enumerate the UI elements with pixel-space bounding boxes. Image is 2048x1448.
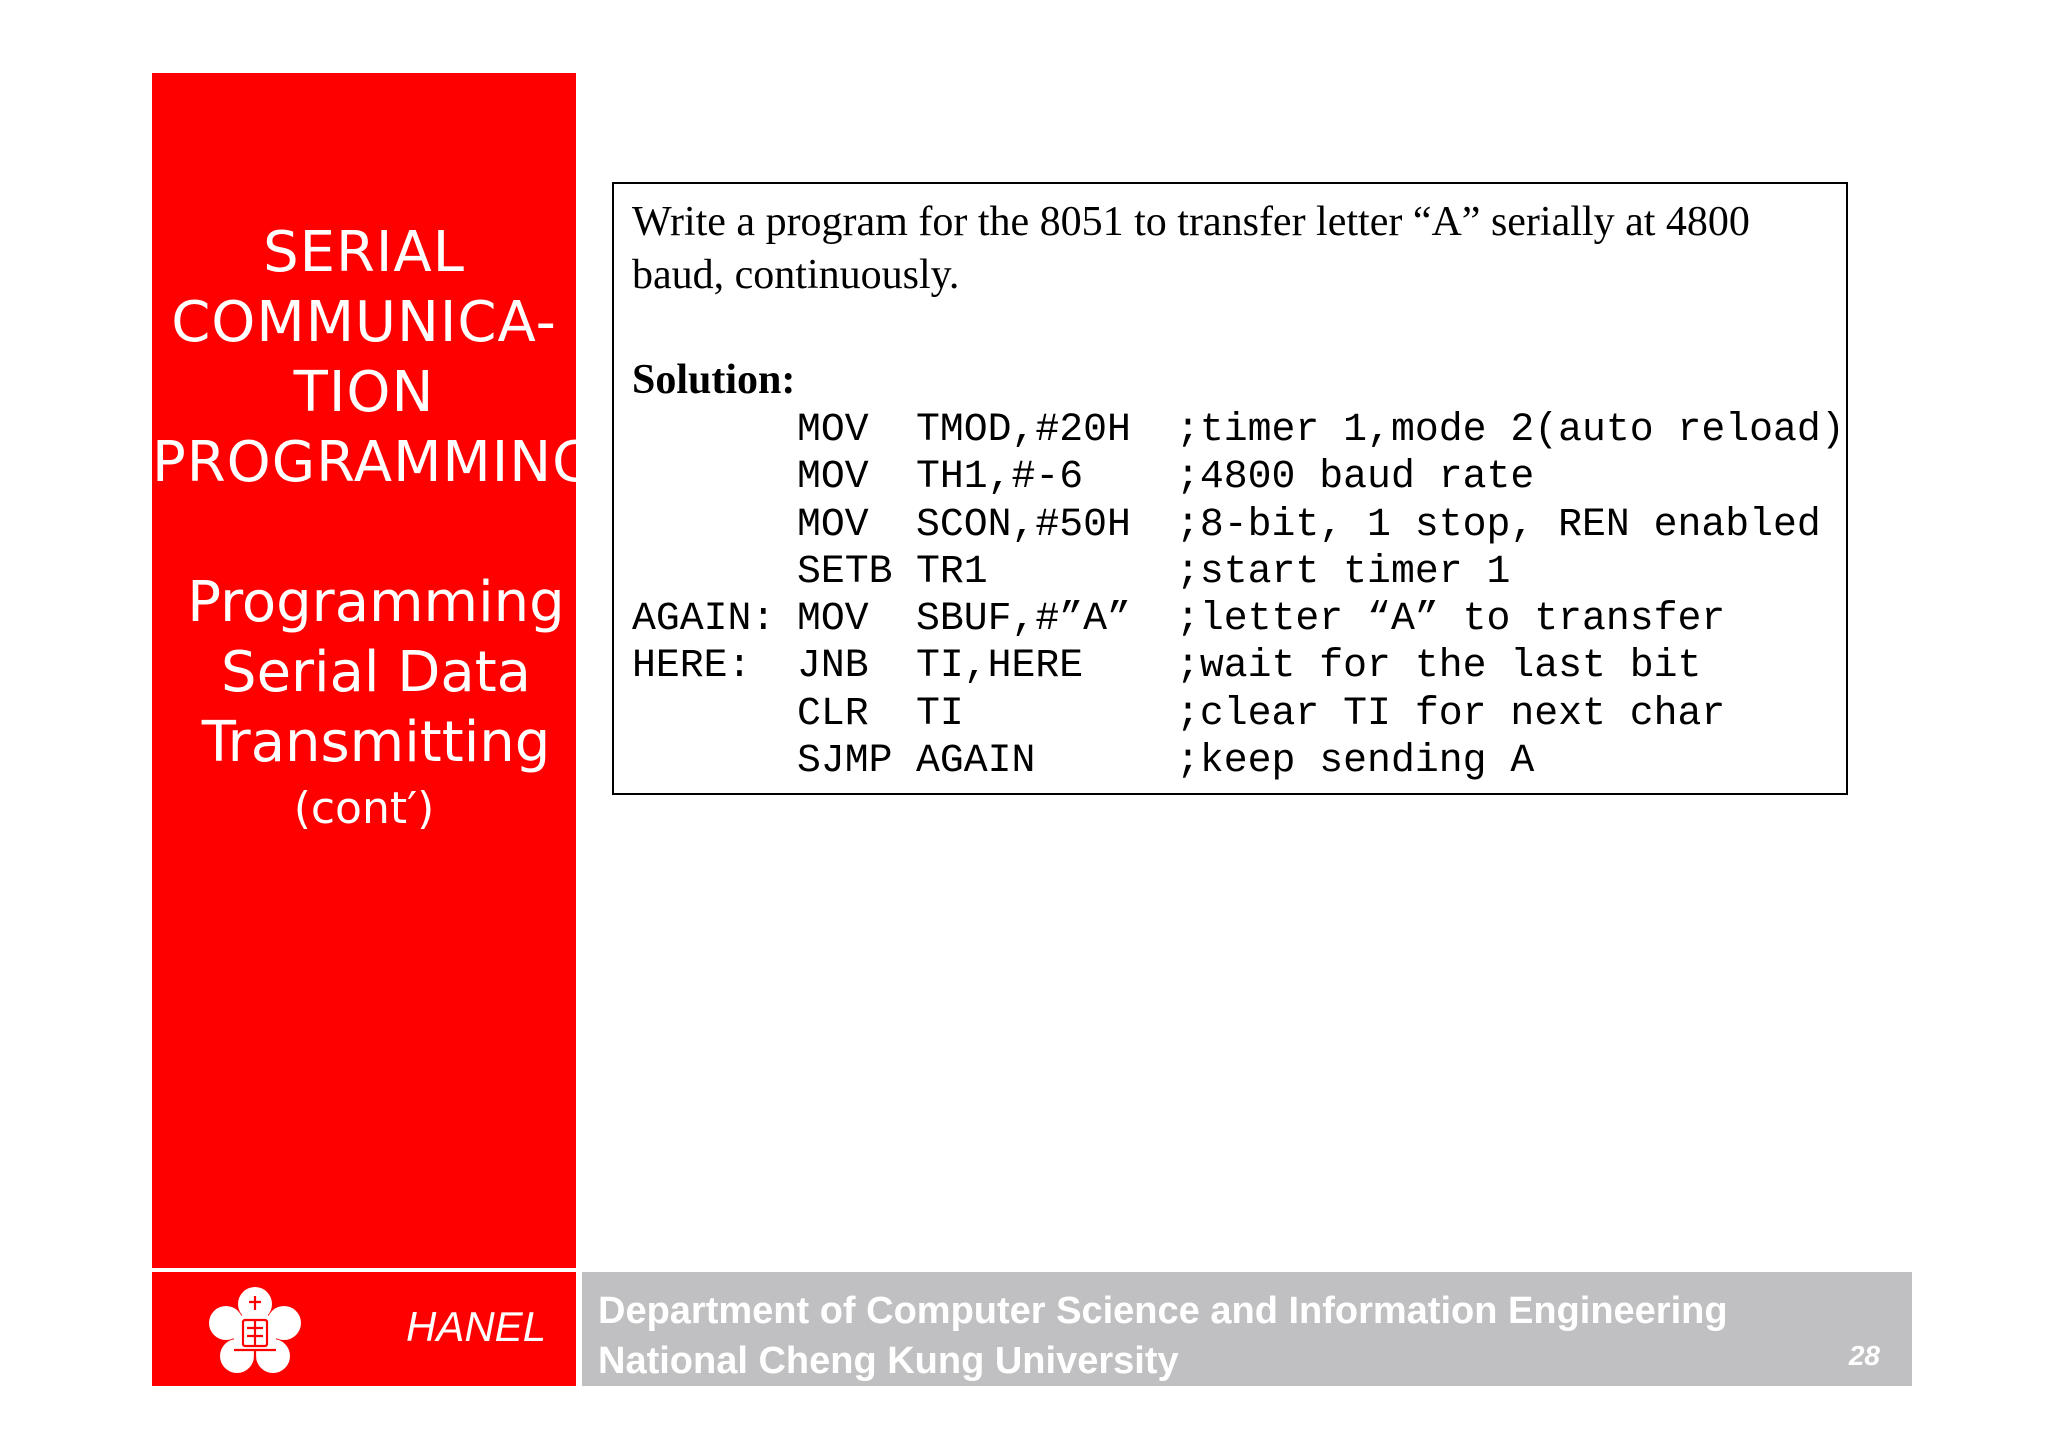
section-title-line: PROGRAMMING <box>152 430 597 495</box>
problem-line: baud, continuously. <box>632 252 960 298</box>
page-number: 28 <box>1848 1340 1880 1371</box>
code-comment: ;keep sending A <box>1176 738 1535 784</box>
topic-title-line: Serial Data <box>221 640 531 705</box>
code-opcode: JNB <box>797 643 869 689</box>
code-comment: ;letter “A” to transfer <box>1176 596 1726 642</box>
section-title <box>152 218 597 498</box>
code-comment: ;4800 baud rate <box>1176 454 1535 500</box>
code-operand: TI,HERE <box>916 643 1084 689</box>
section-title-line: TION <box>293 360 435 425</box>
code-opcode: SETB <box>797 548 893 594</box>
continued-label: (cont′) <box>293 783 435 834</box>
code-listing <box>632 406 1845 784</box>
footer-institution-panel <box>582 1272 1912 1386</box>
code-line <box>632 690 1845 737</box>
code-comment: ;timer 1,mode 2(auto reload) <box>1176 407 1845 452</box>
code-line <box>632 406 1845 453</box>
topic-title <box>164 568 588 778</box>
code-operand: TI <box>916 690 964 736</box>
solution-label: Solution: <box>632 357 796 403</box>
code-operand: TH1,#-6 <box>916 454 1084 500</box>
code-comment: ;start timer 1 <box>1176 548 1511 594</box>
department-name: Department of Computer Science and Information Engineering <box>598 1290 1728 1332</box>
code-line <box>632 737 1845 784</box>
code-line <box>632 501 1845 548</box>
problem-line: Write a program for the 8051 to transfer letter “A” serially at 4800 <box>632 199 1750 245</box>
code-opcode: MOV <box>797 454 869 500</box>
code-opcode: SJMP <box>797 738 893 784</box>
code-opcode: MOV <box>797 501 869 547</box>
university-name: National Cheng Kung University <box>598 1340 1179 1382</box>
problem-statement <box>632 196 1832 302</box>
code-opcode: MOV <box>797 596 869 642</box>
section-title-line: COMMUNICA- <box>171 290 557 355</box>
institution-text <box>598 1286 1728 1386</box>
code-operand: TR1 <box>916 548 988 594</box>
code-opcode: MOV <box>797 407 869 452</box>
code-line <box>632 453 1845 500</box>
example-box <box>612 182 1848 795</box>
code-operand: AGAIN <box>916 738 1036 784</box>
code-opcode: CLR <box>797 690 869 736</box>
code-comment: ;8-bit, 1 stop, REN enabled <box>1176 501 1821 547</box>
code-label: AGAIN: <box>632 596 776 642</box>
author-name: HANEL <box>406 1303 547 1350</box>
topic-title-line: Transmitting <box>201 710 551 775</box>
footer-author-panel <box>152 1272 576 1386</box>
topic-title-line: Programming <box>187 570 565 635</box>
code-operand: SCON,#50H <box>916 501 1131 547</box>
code-comment: ;clear TI for next char <box>1176 690 1726 736</box>
code-line <box>632 642 1845 689</box>
code-line <box>632 595 1845 642</box>
code-operand: TMOD,#20H <box>916 407 1131 452</box>
code-operand: SBUF,#”A” <box>916 596 1131 642</box>
code-comment: ;wait for the last bit <box>1176 643 1702 689</box>
section-title-line: SERIAL <box>263 220 465 285</box>
code-line <box>632 548 1845 595</box>
university-emblem-icon <box>200 1280 310 1380</box>
sidebar-panel <box>152 73 597 1268</box>
code-label: HERE: <box>632 643 752 689</box>
